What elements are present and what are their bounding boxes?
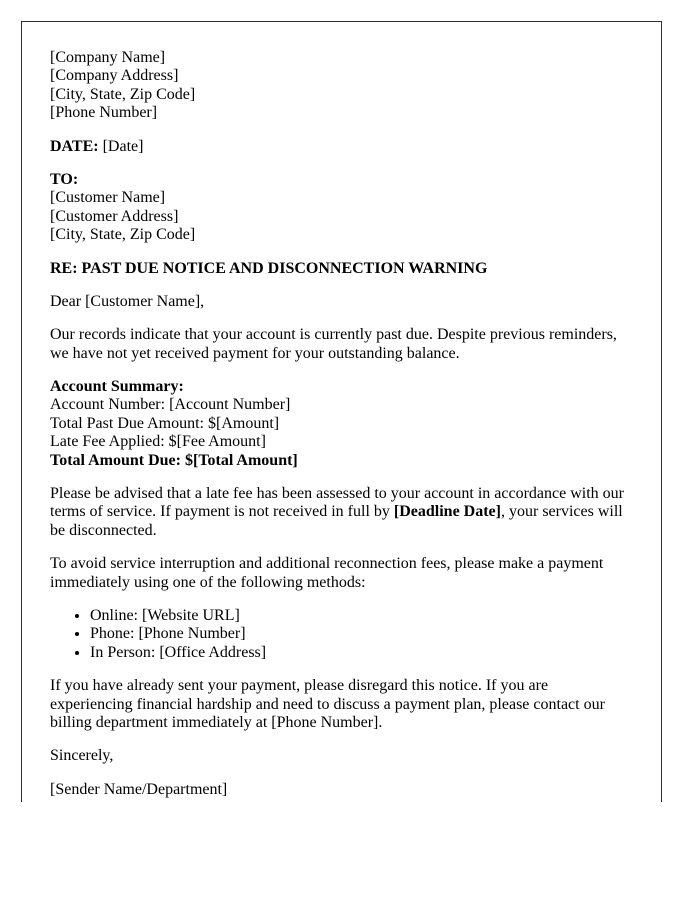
recipient-address-block	[50, 171, 633, 245]
date-label: DATE:	[50, 137, 99, 155]
late-fee-line: Late Fee Applied: $[Fee Amount]	[50, 433, 266, 451]
account-summary-block	[50, 378, 633, 470]
late-fee-text-after: , your services will be disconnected.	[50, 503, 623, 539]
payment-method-item-online: • Online: [Website URL]	[90, 607, 633, 625]
to-label: TO:	[50, 170, 79, 188]
signature-line: [Sender Name/Department]	[50, 780, 228, 798]
date-line	[50, 138, 633, 156]
sender-company-address: [Company Address]	[50, 67, 179, 85]
subject-line	[50, 260, 633, 278]
salutation: Dear [Customer Name],	[50, 292, 205, 310]
recipient-name: [Customer Name]	[50, 189, 166, 207]
late-fee-text-before: Please be advised that a late fee has been assessed to your account in accordance with our terms of service. If payment is not received in full by	[50, 485, 624, 521]
payment-method-item-in-person: • In Person: [Office Address]	[90, 644, 633, 662]
recipient-city-state-zip: [City, State, Zip Code]	[50, 226, 196, 244]
subject-text: RE: PAST DUE NOTICE AND DISCONNECTION WARNING	[50, 259, 488, 277]
intro-paragraph: Our records indicate that your account is currently past due. Despite previous reminders, we have not yet received payment for your outstanding balance.	[50, 326, 617, 362]
sender-company-name: [Company Name]	[50, 49, 166, 66]
account-number-line: Account Number: [Account Number]	[50, 396, 291, 414]
payment-methods-intro: To avoid service interruption and additional reconnection fees, please make a payment immediately using one of the following methods:	[50, 555, 604, 591]
account-summary-heading: Account Summary:	[50, 378, 184, 396]
sender-city-state-zip: [City, State, Zip Code]	[50, 85, 196, 103]
closing: Sincerely,	[50, 747, 114, 765]
total-amount-due-line: Total Amount Due: $[Total Amount]	[50, 451, 298, 469]
letter-document	[21, 21, 662, 802]
recipient-address: [Customer Address]	[50, 207, 179, 225]
deadline-date: [Deadline Date]	[393, 503, 501, 521]
payment-method-item-phone: • Phone: [Phone Number]	[90, 625, 633, 643]
late-fee-paragraph	[50, 485, 633, 540]
date-value: [Date]	[102, 137, 144, 155]
sender-address-block	[50, 49, 633, 123]
past-due-amount-line: Total Past Due Amount: $[Amount]	[50, 414, 280, 432]
sender-phone-number: [Phone Number]	[50, 104, 158, 122]
payment-methods-list	[50, 607, 633, 662]
disregard-paragraph: If you have already sent your payment, please disregard this notice. If you are experiencing financial hardship and need to discuss a payment plan, please contact our billing department immediately at [Phone Number].	[50, 677, 605, 731]
